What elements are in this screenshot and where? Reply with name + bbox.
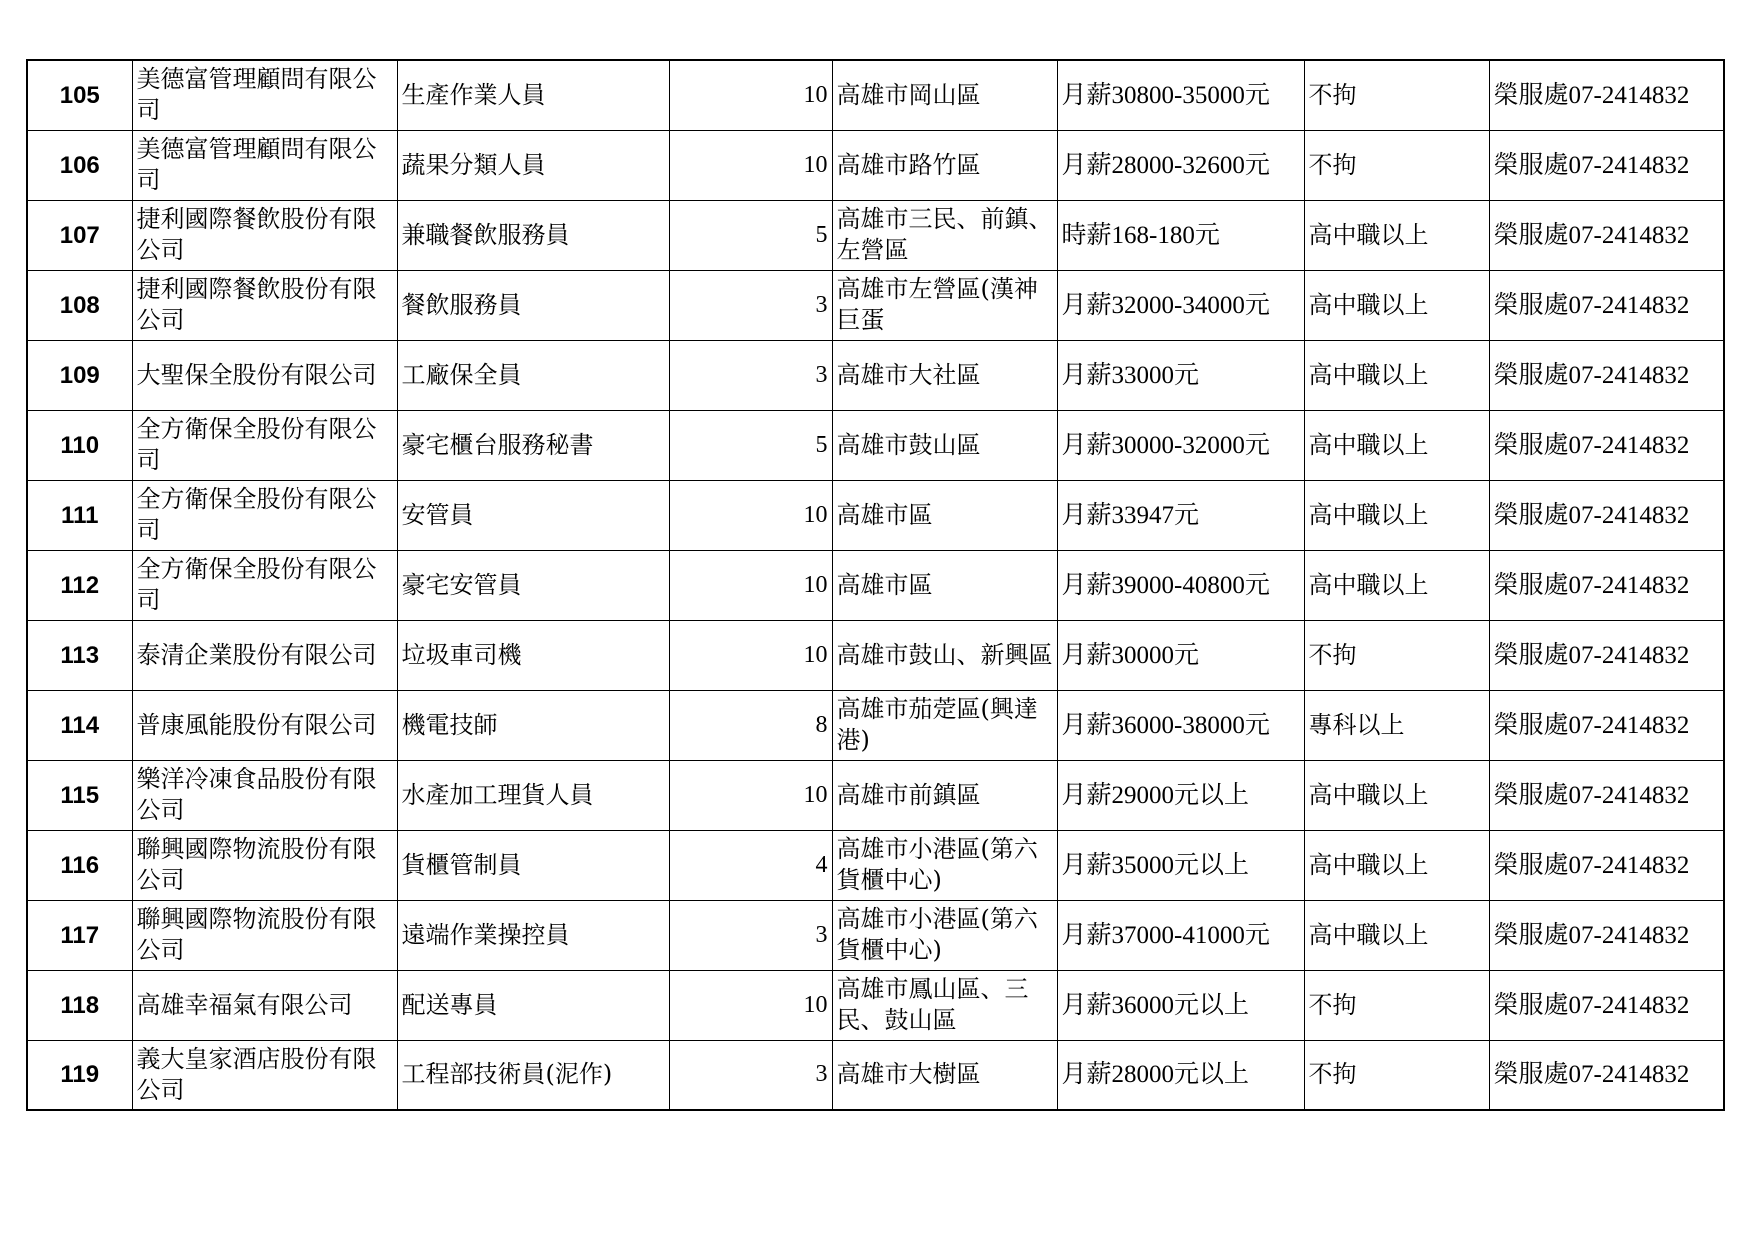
job-title: 餐飲服務員	[397, 270, 669, 340]
contact-info: 榮服處07-2414832	[1489, 410, 1724, 480]
work-location: 高雄市鼓山、新興區	[832, 620, 1057, 690]
opening-count: 10	[669, 130, 832, 200]
opening-count: 10	[669, 760, 832, 830]
salary: 月薪30000-32000元	[1057, 410, 1304, 480]
education-requirement: 不拘	[1304, 970, 1489, 1040]
row-number: 117	[27, 900, 132, 970]
table-row	[27, 60, 1724, 130]
education-requirement: 高中職以上	[1304, 760, 1489, 830]
company-name: 義大皇家酒店股份有限公司	[132, 1040, 397, 1110]
row-number: 119	[27, 1040, 132, 1110]
row-number: 118	[27, 970, 132, 1040]
company-name: 聯興國際物流股份有限公司	[132, 830, 397, 900]
opening-count: 3	[669, 340, 832, 410]
opening-count: 10	[669, 970, 832, 1040]
contact-info: 榮服處07-2414832	[1489, 270, 1724, 340]
table-row	[27, 200, 1724, 270]
company-name: 高雄幸福氣有限公司	[132, 970, 397, 1040]
opening-count: 5	[669, 410, 832, 480]
salary: 月薪36000元以上	[1057, 970, 1304, 1040]
job-title: 生產作業人員	[397, 60, 669, 130]
job-listings-table	[26, 59, 1725, 1111]
company-name: 全方衛保全股份有限公司	[132, 550, 397, 620]
salary: 月薪39000-40800元	[1057, 550, 1304, 620]
opening-count: 8	[669, 690, 832, 760]
job-title: 機電技師	[397, 690, 669, 760]
work-location: 高雄市鳳山區、三民、鼓山區	[832, 970, 1057, 1040]
company-name: 全方衛保全股份有限公司	[132, 410, 397, 480]
company-name: 泰清企業股份有限公司	[132, 620, 397, 690]
job-title: 安管員	[397, 480, 669, 550]
company-name: 美德富管理顧問有限公司	[132, 60, 397, 130]
work-location: 高雄市岡山區	[832, 60, 1057, 130]
work-location: 高雄市小港區(第六貨櫃中心)	[832, 900, 1057, 970]
opening-count: 3	[669, 270, 832, 340]
contact-info: 榮服處07-2414832	[1489, 550, 1724, 620]
salary: 月薪33947元	[1057, 480, 1304, 550]
contact-info: 榮服處07-2414832	[1489, 690, 1724, 760]
work-location: 高雄市鼓山區	[832, 410, 1057, 480]
row-number: 111	[27, 480, 132, 550]
contact-info: 榮服處07-2414832	[1489, 480, 1724, 550]
company-name: 大聖保全股份有限公司	[132, 340, 397, 410]
job-title: 豪宅櫃台服務秘書	[397, 410, 669, 480]
salary: 月薪35000元以上	[1057, 830, 1304, 900]
company-name: 聯興國際物流股份有限公司	[132, 900, 397, 970]
table-row	[27, 760, 1724, 830]
opening-count: 10	[669, 60, 832, 130]
opening-count: 10	[669, 550, 832, 620]
contact-info: 榮服處07-2414832	[1489, 900, 1724, 970]
table-body	[27, 60, 1724, 1110]
education-requirement: 不拘	[1304, 60, 1489, 130]
table-row	[27, 900, 1724, 970]
job-title: 垃圾車司機	[397, 620, 669, 690]
job-title: 遠端作業操控員	[397, 900, 669, 970]
row-number: 106	[27, 130, 132, 200]
table-row	[27, 1040, 1724, 1110]
contact-info: 榮服處07-2414832	[1489, 970, 1724, 1040]
work-location: 高雄市左營區(漢神巨蛋	[832, 270, 1057, 340]
row-number: 112	[27, 550, 132, 620]
job-title: 工廠保全員	[397, 340, 669, 410]
work-location: 高雄市大樹區	[832, 1040, 1057, 1110]
company-name: 美德富管理顧問有限公司	[132, 130, 397, 200]
company-name: 全方衛保全股份有限公司	[132, 480, 397, 550]
opening-count: 4	[669, 830, 832, 900]
salary: 月薪36000-38000元	[1057, 690, 1304, 760]
row-number: 108	[27, 270, 132, 340]
contact-info: 榮服處07-2414832	[1489, 200, 1724, 270]
opening-count: 3	[669, 1040, 832, 1110]
salary: 月薪28000-32600元	[1057, 130, 1304, 200]
job-title: 兼職餐飲服務員	[397, 200, 669, 270]
education-requirement: 高中職以上	[1304, 200, 1489, 270]
table-row	[27, 340, 1724, 410]
company-name: 捷利國際餐飲股份有限公司	[132, 270, 397, 340]
salary: 月薪33000元	[1057, 340, 1304, 410]
education-requirement: 不拘	[1304, 130, 1489, 200]
company-name: 普康風能股份有限公司	[132, 690, 397, 760]
row-number: 107	[27, 200, 132, 270]
work-location: 高雄市大社區	[832, 340, 1057, 410]
work-location: 高雄市區	[832, 480, 1057, 550]
salary: 月薪30800-35000元	[1057, 60, 1304, 130]
work-location: 高雄市前鎮區	[832, 760, 1057, 830]
opening-count: 10	[669, 620, 832, 690]
contact-info: 榮服處07-2414832	[1489, 760, 1724, 830]
opening-count: 5	[669, 200, 832, 270]
row-number: 110	[27, 410, 132, 480]
job-title: 豪宅安管員	[397, 550, 669, 620]
contact-info: 榮服處07-2414832	[1489, 620, 1724, 690]
salary: 時薪168-180元	[1057, 200, 1304, 270]
contact-info: 榮服處07-2414832	[1489, 130, 1724, 200]
education-requirement: 高中職以上	[1304, 480, 1489, 550]
table-row	[27, 690, 1724, 760]
table-row	[27, 620, 1724, 690]
company-name: 捷利國際餐飲股份有限公司	[132, 200, 397, 270]
education-requirement: 高中職以上	[1304, 340, 1489, 410]
job-title: 貨櫃管制員	[397, 830, 669, 900]
contact-info: 榮服處07-2414832	[1489, 830, 1724, 900]
table-row	[27, 270, 1724, 340]
row-number: 116	[27, 830, 132, 900]
contact-info: 榮服處07-2414832	[1489, 340, 1724, 410]
table-row	[27, 410, 1724, 480]
work-location: 高雄市區	[832, 550, 1057, 620]
salary: 月薪32000-34000元	[1057, 270, 1304, 340]
opening-count: 10	[669, 480, 832, 550]
job-title: 工程部技術員(泥作)	[397, 1040, 669, 1110]
row-number: 114	[27, 690, 132, 760]
job-title: 水產加工理貨人員	[397, 760, 669, 830]
opening-count: 3	[669, 900, 832, 970]
salary: 月薪28000元以上	[1057, 1040, 1304, 1110]
table-row	[27, 480, 1724, 550]
education-requirement: 不拘	[1304, 620, 1489, 690]
education-requirement: 高中職以上	[1304, 900, 1489, 970]
education-requirement: 高中職以上	[1304, 410, 1489, 480]
salary: 月薪37000-41000元	[1057, 900, 1304, 970]
job-title: 配送專員	[397, 970, 669, 1040]
job-title: 蔬果分類人員	[397, 130, 669, 200]
table-row	[27, 130, 1724, 200]
education-requirement: 高中職以上	[1304, 550, 1489, 620]
table-row	[27, 970, 1724, 1040]
company-name: 樂洋冷凍食品股份有限公司	[132, 760, 397, 830]
table-row	[27, 550, 1724, 620]
row-number: 105	[27, 60, 132, 130]
table-row	[27, 830, 1724, 900]
row-number: 115	[27, 760, 132, 830]
contact-info: 榮服處07-2414832	[1489, 1040, 1724, 1110]
education-requirement: 高中職以上	[1304, 270, 1489, 340]
education-requirement: 專科以上	[1304, 690, 1489, 760]
work-location: 高雄市路竹區	[832, 130, 1057, 200]
education-requirement: 不拘	[1304, 1040, 1489, 1110]
row-number: 113	[27, 620, 132, 690]
salary: 月薪29000元以上	[1057, 760, 1304, 830]
row-number: 109	[27, 340, 132, 410]
education-requirement: 高中職以上	[1304, 830, 1489, 900]
salary: 月薪30000元	[1057, 620, 1304, 690]
contact-info: 榮服處07-2414832	[1489, 60, 1724, 130]
work-location: 高雄市三民、前鎮、左營區	[832, 200, 1057, 270]
work-location: 高雄市茄萣區(興達港)	[832, 690, 1057, 760]
work-location: 高雄市小港區(第六貨櫃中心)	[832, 830, 1057, 900]
